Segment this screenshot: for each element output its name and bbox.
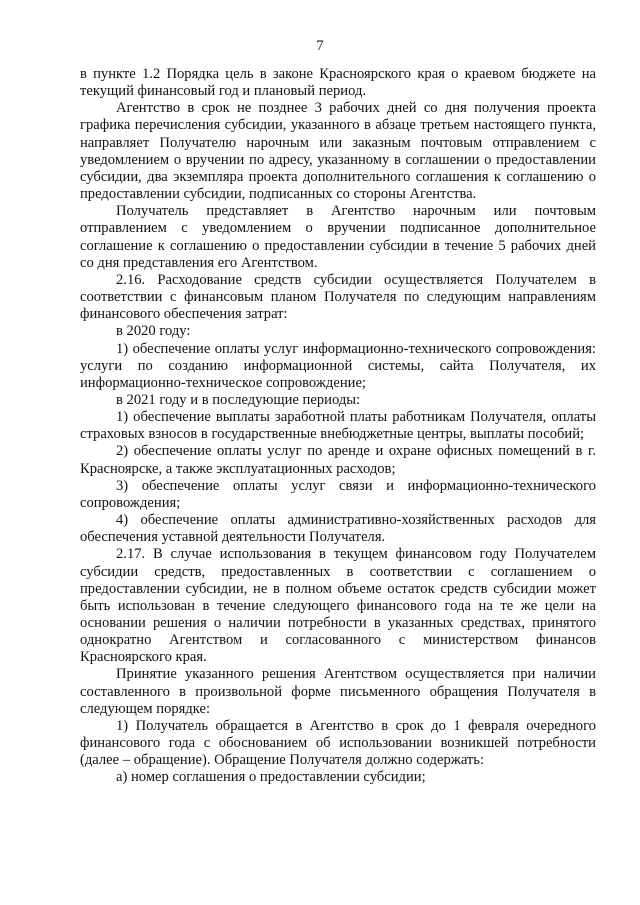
paragraph: 4) обеспечение оплаты административно-хозяйственных расходов для обеспечения уставной деятельности Получателя. <box>80 512 596 546</box>
paragraph: 1) Получатель обращается в Агентство в срок до 1 февраля очередного финансового года с обоснованием об использовании возникшей потребности (далее – обращение). Обращение Получателя должно содержать: <box>80 717 596 769</box>
paragraph: в 2020 году: <box>116 323 191 340</box>
paragraph: 1) обеспечение оплаты услуг информационно-технического сопровождения: услуги по созданию информационной системы, сайта Получателя, их информационно-техническое сопровождение; <box>80 340 596 391</box>
paragraph: а) номер соглашения о предоставлении субсидии; <box>116 769 426 786</box>
paragraph: 3) обеспечение оплаты услуг связи и информационно-технического сопровождения; <box>80 477 596 511</box>
paragraph: Получатель представляет в Агентство нарочным или почтовым отправлением с уведомлением о вручении подписанное дополнительное соглашение к соглашению о предоставлении субсидии в течение 5 рабочих дней со дня представления его Агентством. <box>80 203 596 271</box>
paragraph: 2.16. Расходование средств субсидии осуществляется Получателем в соответствии с финансовым планом Получателя по следующим направлениям финансового обеспечения затрат: <box>80 271 596 323</box>
paragraph: 1) обеспечение выплаты заработной платы работникам Получателя, оплаты страховых взносов в государственные внебюджетные центры, выплаты пособий; <box>80 409 596 443</box>
paragraph: Принятие указанного решения Агентством осуществляется при наличии составленного в произвольной форме письменного обращения Получателя в следующем порядке: <box>80 666 596 717</box>
paragraph: 2) обеспечение оплаты услуг по аренде и охране офисных помещений в г. Красноярске, а также эксплуатационных расходов; <box>80 443 596 477</box>
paragraph: в 2021 году и в последующие периоды: <box>116 391 361 408</box>
paragraph: 2.17. В случае использования в текущем финансовом году Получателем субсидии средств, предоставленных в соответствии с соглашением о предоставлении субсидии, не в полном объеме остаток средств субсидии может быть использован в течение следующего финансового года на те же цели на основании решения о наличии потребности в указанных средствах, принятого однократно Агентством и согласованного с министерством финансов Красноярского края. <box>80 546 596 666</box>
paragraph: Агентство в срок не позднее 3 рабочих дней со дня получения проекта графика перечисления субсидии, указанного в абзаце третьем настоящего пункта, направляет Получателю нарочным или заказным почтовым отправлением с уведомлением о вручении по адресу, указанному в соглашении о предоставлении субсидии, два экземпляра проекта дополнительного соглашения к соглашению о предоставлении субсидии, подписанных со стороны Агентства. <box>80 100 596 203</box>
document-body <box>80 66 596 787</box>
paragraph: в пункте 1.2 Порядка цель в законе Красноярского края о краевом бюджете на текущий финансовый год и плановый период. <box>80 66 596 100</box>
page-number: 7 <box>316 38 324 54</box>
